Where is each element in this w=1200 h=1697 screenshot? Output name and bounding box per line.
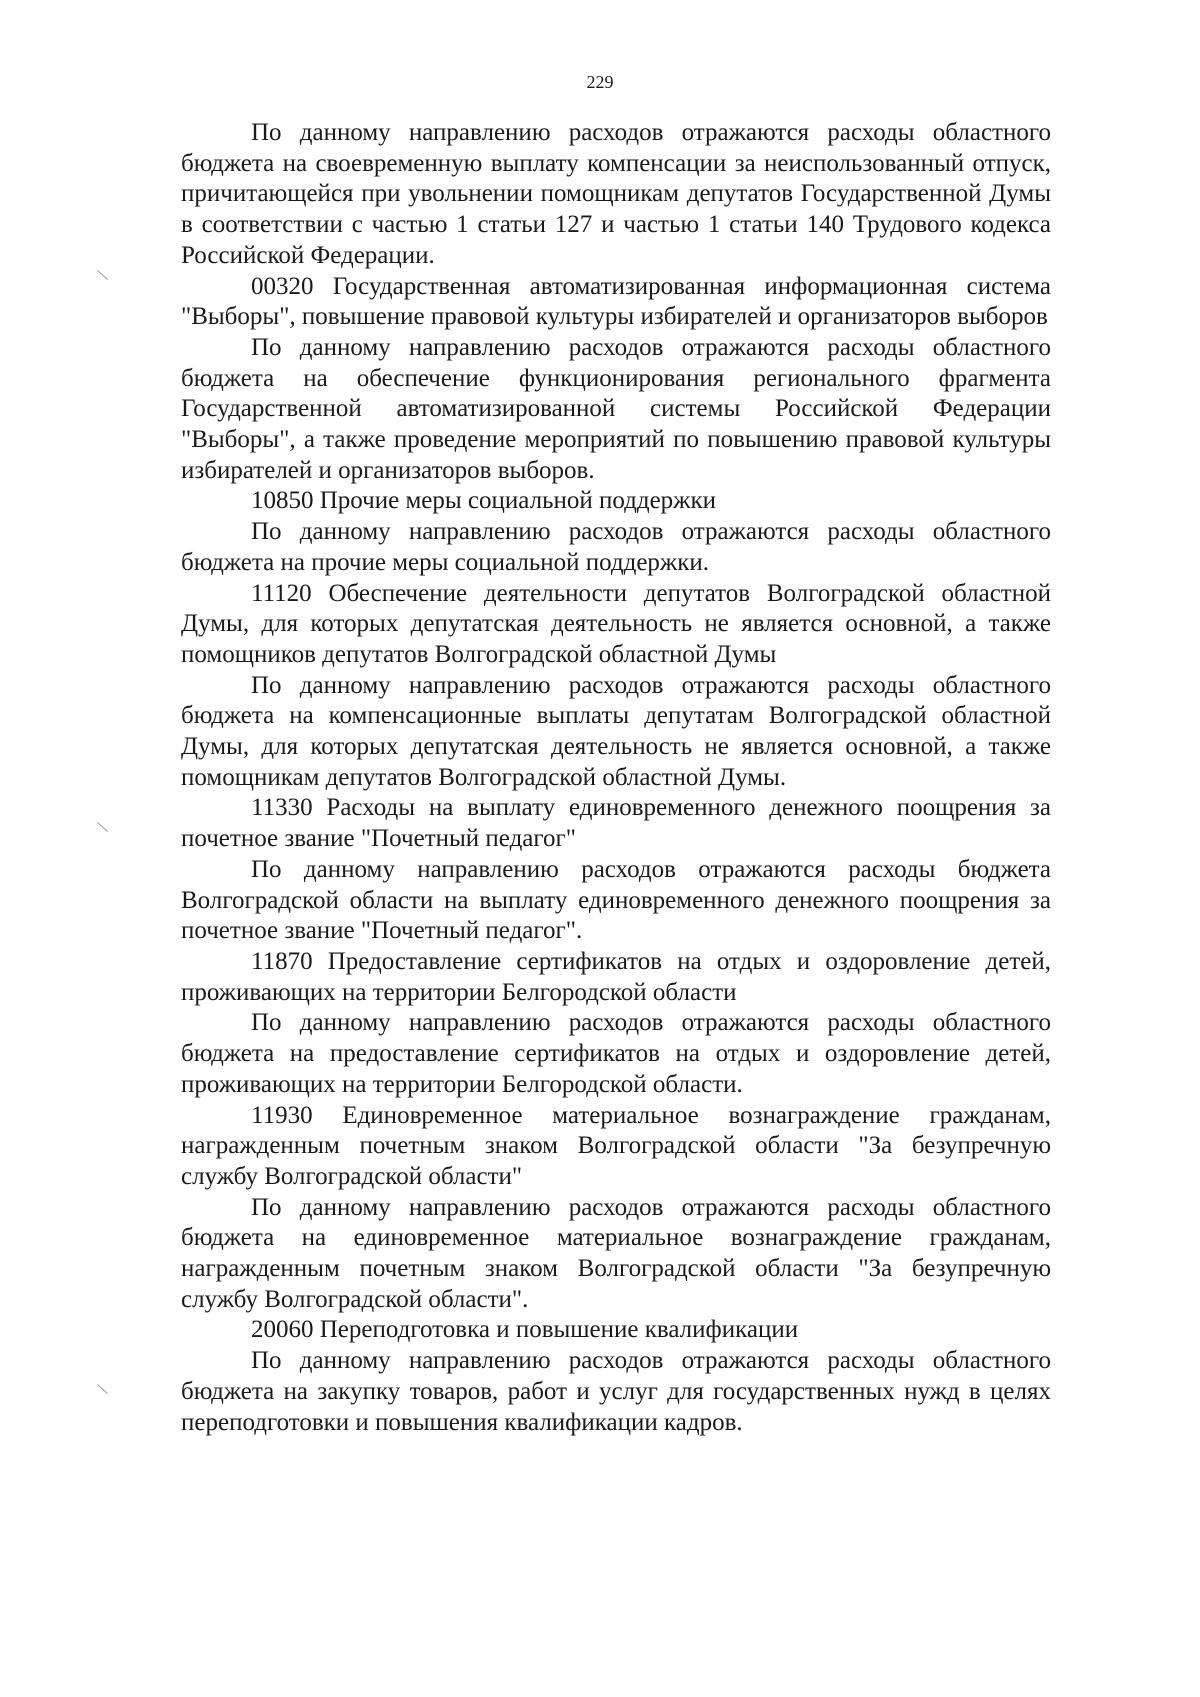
paragraph-2-heading: 00320 Государственная автоматизированная информационная система "Выборы", повышение правовой культуры избирателей и организаторов выборов <box>181 272 1051 331</box>
paragraph-4-heading: 10850 Прочие меры социальной поддержки <box>251 487 716 515</box>
page-number: 229 <box>586 72 614 92</box>
paragraph-12-heading: 11930 Единовременное материальное вознаграждение гражданам, награжденным почетным знаком Волгоградской области "За безупречную службу Волгоградской области" <box>181 1101 1051 1190</box>
document-body <box>181 118 1051 1438</box>
paragraph-7: По данному направлению расходов отражаются расходы областного бюджета на компенсационные выплаты депутатам Волгоградской областной Думы, для которых депутатская деятельность не является основной, а также помощникам депутатов Волгоградской областной Думы. <box>181 671 1051 791</box>
scan-mark <box>97 1384 108 1394</box>
paragraph-15: По данному направлению расходов отражаются расходы областного бюджета на закупку товаров, работ и услуг для государственных нужд в целях переподготовки и повышения квалификации кадров. <box>181 1347 1051 1436</box>
paragraph-14-heading: 20060 Переподготовка и повышение квалификации <box>251 1316 799 1344</box>
paragraph-13: По данному направлению расходов отражаются расходы областного бюджета на единовременное материальное вознаграждение гражданам, награжденным почетным знаком Волгоградской области "За безупречную службу Волгоградской области". <box>181 1193 1051 1313</box>
paragraph-10-heading: 11870 Предоставление сертификатов на отдых и оздоровление детей, проживающих на территории Белгородской области <box>181 947 1051 1006</box>
paragraph-5: По данному направлению расходов отражаются расходы областного бюджета на прочие меры социальной поддержки. <box>181 518 1051 576</box>
scan-mark <box>97 270 108 280</box>
paragraph-3: По данному направлению расходов отражаются расходы областного бюджета на обеспечение функционирования регионального фрагмента Государственной автоматизированной системы Российской Федерации "Выборы", а также проведение мероприятий по повышению правовой культуры избирателей и организаторов выборов. <box>181 333 1051 484</box>
paragraph-11: По данному направлению расходов отражаются расходы областного бюджета на предоставление сертификатов на отдых и оздоровление детей, проживающих на территории Белгородской области. <box>181 1009 1051 1098</box>
paragraph-1: По данному направлению расходов отражаются расходы областного бюджета на своевременную выплату компенсации за неиспользованный отпуск, причитающейся при увольнении помощникам депутатов Государственной Думы в соответствии с частью 1 статьи 127 и частью 1 статьи 140 Трудового кодекса Российской Федерации. <box>181 119 1051 269</box>
paragraph-6-heading: 11120 Обеспечение деятельности депутатов Волгоградской областной Думы, для которых депутатская деятельность не является основной, а также помощников депутатов Волгоградской областной Думы <box>181 579 1051 668</box>
paragraph-9: По данному направлению расходов отражаются расходы бюджета Волгоградской области на выплату единовременного денежного поощрения за почетное звание "Почетный педагог". <box>181 855 1051 945</box>
paragraph-8-heading: 11330 Расходы на выплату единовременного денежного поощрения за почетное звание "Почетный педагог" <box>181 794 1051 853</box>
scan-mark <box>97 822 108 832</box>
